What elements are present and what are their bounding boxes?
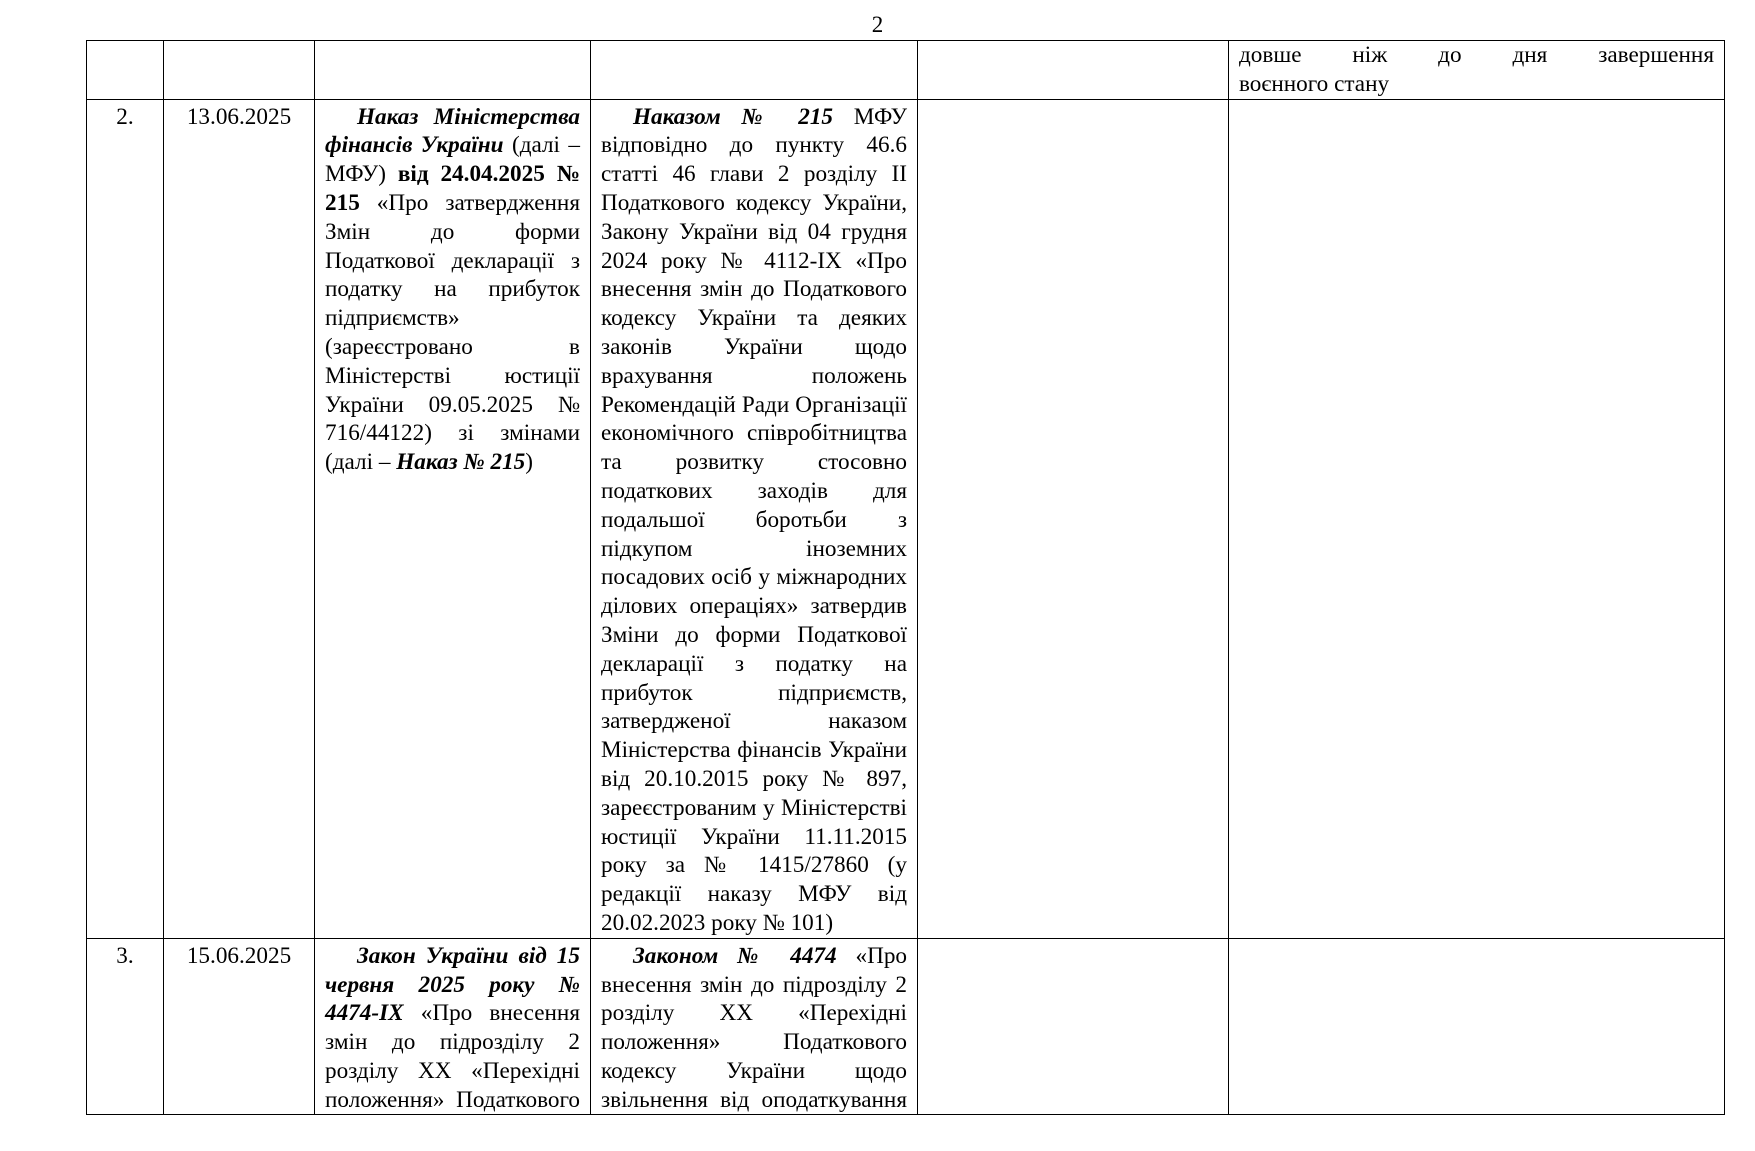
cell-document [315,41,591,100]
cell-empty [918,99,1229,938]
document-text: «Про затвердження Змін до форми Податкової декларації з податку на прибуток підприємств» (зареєстровано в Міністерстві юстиції України 09.05.2025 № 716/44122) зі змінами (далі – [325,189,580,476]
cell-num [87,41,164,100]
content-text: МФУ відповідно до пункту 46.6 статті 46 глави 2 розділу ІІ Податкового кодексу України, Закону України від 04 грудня 2024 року № 4112-ІХ «Про внесення змін до Податкового кодексу України та деяких законів України щодо врахування положень Рекомендацій Ради Організації економічного співробітництва та розвитку стосовно податкових заходів для подальшої боротьби з підкупом іноземних посадових осіб у міжнародних ділових операціях» затвердив Зміни до форми Податкової декларації з податку на прибуток підприємств, затвердженої наказом Міністерства фінансів України від 20.10.2015 року № 897, зареєстрованим у Міністерстві юстиції України 11.11.2015 року за № 1415/27860 (у редакції наказу МФУ від 20.02.2023 року № 101) [601,103,908,936]
cell-empty [918,41,1229,100]
row-date: 15.06.2025 [164,938,315,1115]
content-lead: Законом № 4474 [633,942,837,969]
table-row [87,99,1725,938]
cell-note [1229,41,1725,100]
content-lead: Наказом № 215 [633,103,834,130]
cell-note [1229,99,1725,938]
row-content [591,938,918,1115]
content-text: «Про внесення змін до підрозділу 2 розділу XX «Перехідні положення» Податкового кодексу України щодо звільнення від оподаткування [601,942,908,1113]
row-number: 3. [87,938,164,1115]
note-line: довше ніж до дня завершення [1239,42,1714,68]
row-document [315,99,591,938]
row-document [315,938,591,1115]
cell-empty [918,938,1229,1115]
cell-note [1229,938,1725,1115]
cell-content [591,41,918,100]
table-row-continuation [87,41,1725,100]
row-content [591,99,918,938]
document-date: від 24.04.2025 № 215 [325,161,580,216]
cell-date [164,41,315,100]
document-text: «Про внесення змін до підрозділу 2 розділу XX «Перехідні положення» Податкового [325,1000,580,1113]
row-number: 2. [87,99,164,938]
page-number: 2 [871,12,884,37]
document-text: ) [525,449,533,476]
document-short-name: Наказ № 215 [396,449,526,476]
document-text: (далі – МФУ) [325,132,580,188]
note-line: воєнного стану [1239,70,1390,97]
table-row [87,938,1725,1115]
row-date: 13.06.2025 [164,99,315,938]
document-title: Наказ Міністерства фінансів України [325,103,580,159]
document-title: Закон України від 15 червня 2025 року № 4474-IX [325,942,580,1027]
document-table [86,40,1725,1115]
